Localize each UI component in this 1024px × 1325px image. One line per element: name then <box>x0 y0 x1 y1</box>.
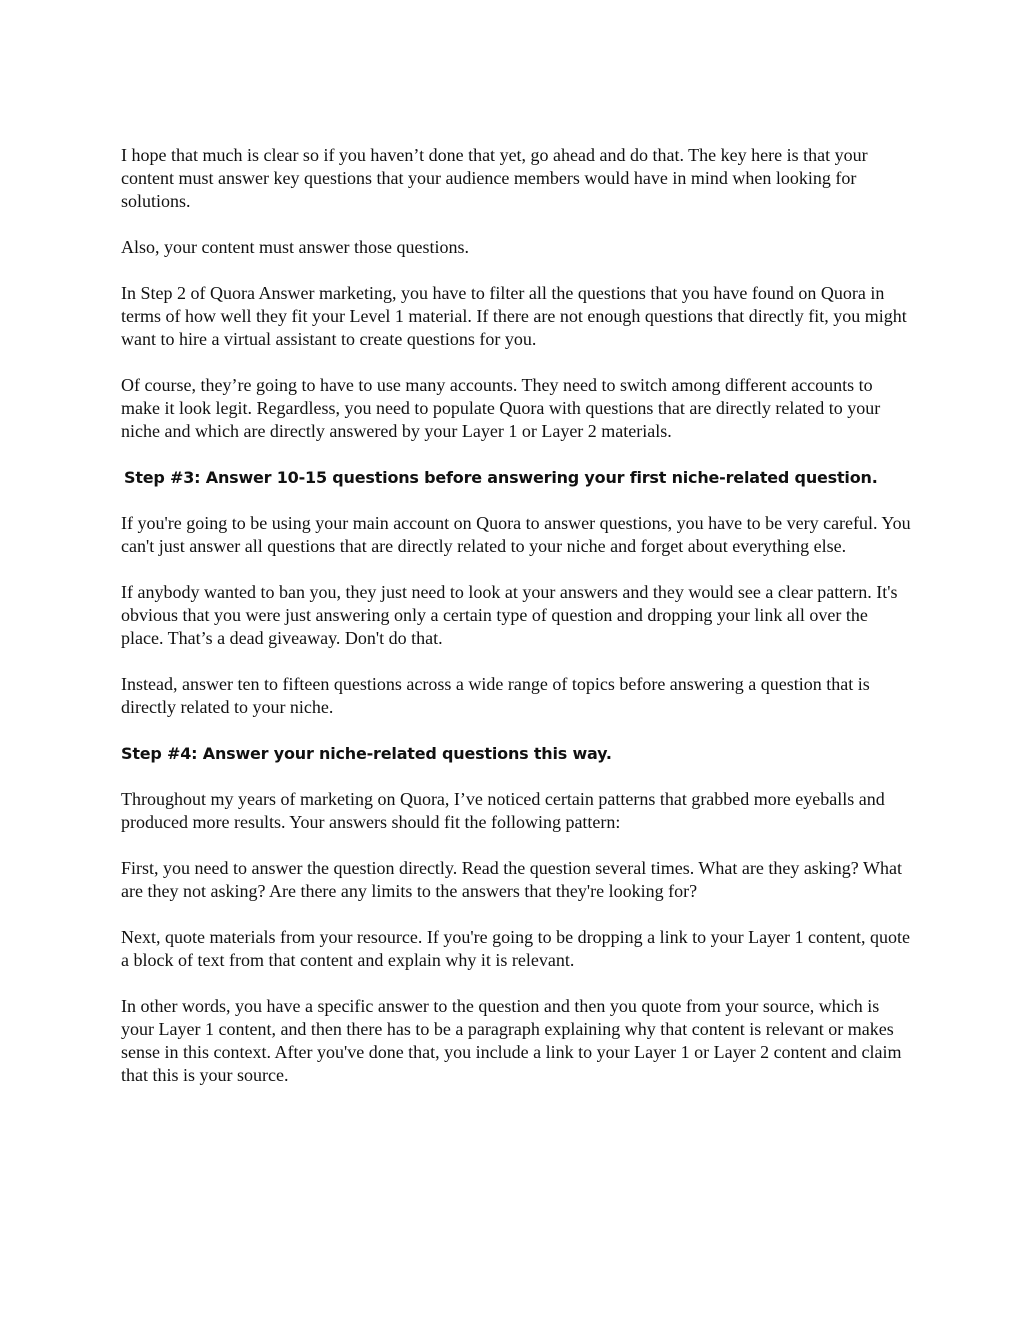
paragraph-accounts: Of course, they’re going to have to use many accounts. They need to switch among different accounts to make it look legit. Regardless, you need to populate Quora with questions that are directly related to your niche and which are directly answered by your Layer 1 or Layer 2 materials. <box>121 375 881 441</box>
paragraph-next: Next, quote materials from your resource. If you're going to be dropping a link to your Layer 1 content, quote a block of text from that content and explain why it is relevant. <box>121 927 911 970</box>
document-page <box>121 144 911 1110</box>
heading-step-4: Step #4: Answer your niche-related questions this way. <box>121 744 612 763</box>
paragraph-instead: Instead, answer ten to fifteen questions across a wide range of topics before answering a question that is directly related to your niche. <box>121 674 870 717</box>
paragraph-intro: I hope that much is clear so if you haven’t done that yet, go ahead and do that. The key here is that your content must answer key questions that your audience members would have in mind when looking for solutions. <box>121 145 868 211</box>
paragraph-patterns: Throughout my years of marketing on Quora, I’ve noticed certain patterns that grabbed more eyeballs and produced more results. Your answers should fit the following pattern: <box>121 789 885 832</box>
paragraph-in-other-words: In other words, you have a specific answer to the question and then you quote from your source, which is your Layer 1 content, and then there has to be a paragraph explaining why that content is relevant or makes sense in this context. After you've done that, you include a link to your Layer 1 or Layer 2 content and claim that this is your source. <box>121 996 902 1085</box>
paragraph-step-2: In Step 2 of Quora Answer marketing, you have to filter all the questions that you have found on Quora in terms of how well they fit your Level 1 material. If there are not enough questions that directly fit, you might want to hire a virtual assistant to create questions for you. <box>121 283 907 349</box>
paragraph-ban-pattern: If anybody wanted to ban you, they just need to look at your answers and they would see a clear pattern. It's obvious that you were just answering only a certain type of question and dropping your link all over the place. That’s a dead giveaway. Don't do that. <box>121 582 898 648</box>
paragraph-main-account: If you're going to be using your main account on Quora to answer questions, you have to be very careful. You can't just answer all questions that are directly related to your niche and forget about everything else. <box>121 513 911 556</box>
heading-step-3: Step #3: Answer 10-15 questions before answering your first niche-related question. <box>124 468 878 487</box>
paragraph-first: First, you need to answer the question directly. Read the question several times. What are they asking? What are they not asking? Are there any limits to the answers that they're looking for? <box>121 858 902 901</box>
paragraph-content-answers: Also, your content must answer those questions. <box>121 237 469 257</box>
